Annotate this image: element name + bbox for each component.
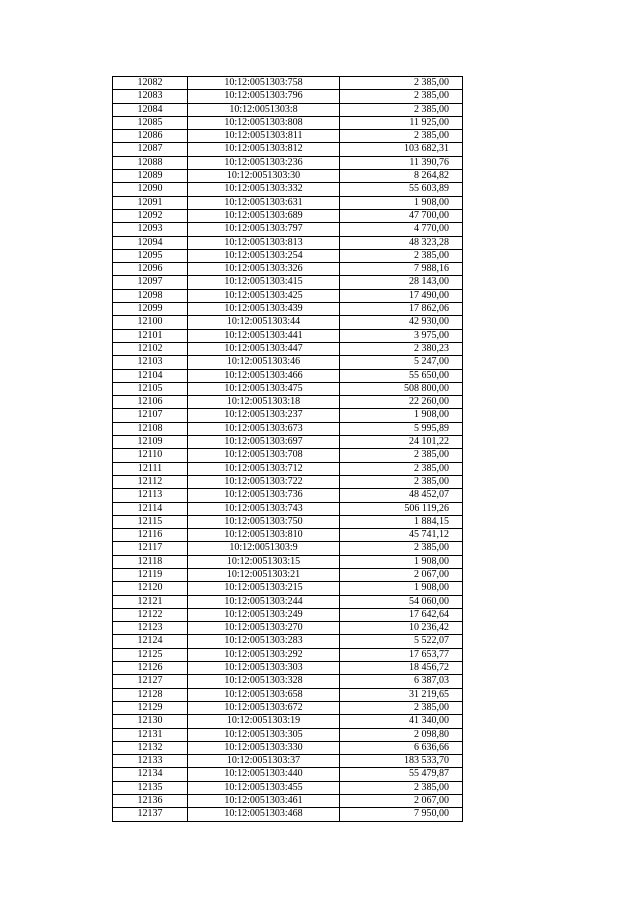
- row-number-cell: 12109: [113, 436, 188, 449]
- table-row: [113, 156, 463, 169]
- value-cell: 4 770,00: [340, 223, 463, 236]
- value-cell: 24 101,22: [340, 436, 463, 449]
- table-row: [113, 755, 463, 768]
- table-row: [113, 568, 463, 581]
- table-row: [113, 130, 463, 143]
- table-row: [113, 648, 463, 661]
- row-number-cell: 12136: [113, 795, 188, 808]
- table-row: [113, 422, 463, 435]
- value-cell: 2 385,00: [340, 449, 463, 462]
- value-cell: 11 925,00: [340, 116, 463, 129]
- cadastral-number-cell: 10:12:0051303:330: [188, 741, 340, 754]
- value-cell: 2 067,00: [340, 795, 463, 808]
- row-number-cell: 12116: [113, 529, 188, 542]
- value-cell: 2 385,00: [340, 249, 463, 262]
- row-number-cell: 12122: [113, 608, 188, 621]
- value-cell: 10 236,42: [340, 622, 463, 635]
- value-cell: 11 390,76: [340, 156, 463, 169]
- table-row: [113, 436, 463, 449]
- value-cell: 54 060,00: [340, 595, 463, 608]
- row-number-cell: 12113: [113, 489, 188, 502]
- cadastral-number-cell: 10:12:0051303:461: [188, 795, 340, 808]
- table-row: [113, 289, 463, 302]
- row-number-cell: 12096: [113, 263, 188, 276]
- cadastral-number-cell: 10:12:0051303:270: [188, 622, 340, 635]
- table-row: [113, 662, 463, 675]
- table-row: [113, 795, 463, 808]
- row-number-cell: 12127: [113, 675, 188, 688]
- row-number-cell: 12086: [113, 130, 188, 143]
- row-number-cell: 12100: [113, 316, 188, 329]
- value-cell: 48 323,28: [340, 236, 463, 249]
- cadastral-number-cell: 10:12:0051303:30: [188, 170, 340, 183]
- cadastral-number-cell: 10:12:0051303:249: [188, 608, 340, 621]
- row-number-cell: 12112: [113, 475, 188, 488]
- cadastral-number-cell: 10:12:0051303:672: [188, 701, 340, 714]
- value-cell: 5 522,07: [340, 635, 463, 648]
- row-number-cell: 12133: [113, 755, 188, 768]
- cadastral-number-cell: 10:12:0051303:722: [188, 475, 340, 488]
- cadastral-number-cell: 10:12:0051303:808: [188, 116, 340, 129]
- cadastral-number-cell: 10:12:0051303:475: [188, 382, 340, 395]
- value-cell: 2 385,00: [340, 130, 463, 143]
- row-number-cell: 12118: [113, 555, 188, 568]
- table-row: [113, 542, 463, 555]
- cadastral-number-cell: 10:12:0051303:811: [188, 130, 340, 143]
- cadastral-number-cell: 10:12:0051303:697: [188, 436, 340, 449]
- table-row: [113, 462, 463, 475]
- table-row: [113, 808, 463, 821]
- row-number-cell: 12120: [113, 582, 188, 595]
- cadastral-number-cell: 10:12:0051303:236: [188, 156, 340, 169]
- cadastral-number-cell: 10:12:0051303:326: [188, 263, 340, 276]
- value-cell: 17 642,64: [340, 608, 463, 621]
- cadastral-number-cell: 10:12:0051303:237: [188, 409, 340, 422]
- table-row: [113, 688, 463, 701]
- cadastral-number-cell: 10:12:0051303:813: [188, 236, 340, 249]
- cadastral-number-cell: 10:12:0051303:328: [188, 675, 340, 688]
- row-number-cell: 12117: [113, 542, 188, 555]
- value-cell: 2 385,00: [340, 781, 463, 794]
- value-cell: 47 700,00: [340, 209, 463, 222]
- cadastral-number-cell: 10:12:0051303:37: [188, 755, 340, 768]
- value-cell: 2 385,00: [340, 103, 463, 116]
- value-cell: 18 456,72: [340, 662, 463, 675]
- row-number-cell: 12125: [113, 648, 188, 661]
- row-number-cell: 12123: [113, 622, 188, 635]
- cadastral-number-cell: 10:12:0051303:466: [188, 369, 340, 382]
- table-row: [113, 635, 463, 648]
- cadastral-number-cell: 10:12:0051303:21: [188, 568, 340, 581]
- row-number-cell: 12108: [113, 422, 188, 435]
- row-number-cell: 12114: [113, 502, 188, 515]
- row-number-cell: 12093: [113, 223, 188, 236]
- table-row: [113, 595, 463, 608]
- cadastral-number-cell: 10:12:0051303:708: [188, 449, 340, 462]
- cadastral-number-cell: 10:12:0051303:215: [188, 582, 340, 595]
- row-number-cell: 12085: [113, 116, 188, 129]
- cadastral-number-cell: 10:12:0051303:810: [188, 529, 340, 542]
- table-row: [113, 529, 463, 542]
- value-cell: 28 143,00: [340, 276, 463, 289]
- cadastral-number-cell: 10:12:0051303:425: [188, 289, 340, 302]
- table-row: [113, 715, 463, 728]
- table-row: [113, 143, 463, 156]
- row-number-cell: 12098: [113, 289, 188, 302]
- value-cell: 183 533,70: [340, 755, 463, 768]
- table-row: [113, 170, 463, 183]
- value-cell: 42 930,00: [340, 316, 463, 329]
- cadastral-number-cell: 10:12:0051303:244: [188, 595, 340, 608]
- table-row: [113, 555, 463, 568]
- cadastral-number-cell: 10:12:0051303:797: [188, 223, 340, 236]
- value-cell: 17 490,00: [340, 289, 463, 302]
- row-number-cell: 12090: [113, 183, 188, 196]
- value-cell: 1 908,00: [340, 196, 463, 209]
- cadastral-number-cell: 10:12:0051303:689: [188, 209, 340, 222]
- value-cell: 6 387,03: [340, 675, 463, 688]
- table-row: [113, 449, 463, 462]
- row-number-cell: 12106: [113, 396, 188, 409]
- cadastral-number-cell: 10:12:0051303:441: [188, 329, 340, 342]
- cadastral-number-cell: 10:12:0051303:46: [188, 356, 340, 369]
- row-number-cell: 12102: [113, 342, 188, 355]
- table-row: [113, 77, 463, 90]
- table-row: [113, 475, 463, 488]
- value-cell: 55 603,89: [340, 183, 463, 196]
- value-cell: 2 385,00: [340, 77, 463, 90]
- cadastral-number-cell: 10:12:0051303:15: [188, 555, 340, 568]
- row-number-cell: 12137: [113, 808, 188, 821]
- value-cell: 7 988,16: [340, 263, 463, 276]
- cadastral-number-cell: 10:12:0051303:18: [188, 396, 340, 409]
- row-number-cell: 12124: [113, 635, 188, 648]
- row-number-cell: 12082: [113, 77, 188, 90]
- cadastral-number-cell: 10:12:0051303:440: [188, 768, 340, 781]
- cadastral-number-cell: 10:12:0051303:303: [188, 662, 340, 675]
- table-row: [113, 356, 463, 369]
- row-number-cell: 12128: [113, 688, 188, 701]
- table-row: [113, 183, 463, 196]
- value-cell: 41 340,00: [340, 715, 463, 728]
- table-row: [113, 701, 463, 714]
- table-row: [113, 90, 463, 103]
- value-cell: 1 908,00: [340, 555, 463, 568]
- table-row: [113, 608, 463, 621]
- row-number-cell: 12135: [113, 781, 188, 794]
- row-number-cell: 12107: [113, 409, 188, 422]
- cadastral-number-cell: 10:12:0051303:736: [188, 489, 340, 502]
- value-cell: 2 385,00: [340, 701, 463, 714]
- row-number-cell: 12083: [113, 90, 188, 103]
- value-cell: 45 741,12: [340, 529, 463, 542]
- table-row: [113, 396, 463, 409]
- value-cell: 2 098,80: [340, 728, 463, 741]
- value-cell: 1 908,00: [340, 409, 463, 422]
- table-row: [113, 249, 463, 262]
- table-row: [113, 303, 463, 316]
- value-cell: 5 247,00: [340, 356, 463, 369]
- row-number-cell: 12091: [113, 196, 188, 209]
- table-row: [113, 103, 463, 116]
- table-row: [113, 382, 463, 395]
- value-cell: 22 260,00: [340, 396, 463, 409]
- table-row: [113, 728, 463, 741]
- row-number-cell: 12104: [113, 369, 188, 382]
- table-row: [113, 741, 463, 754]
- value-cell: 31 219,65: [340, 688, 463, 701]
- cadastral-number-cell: 10:12:0051303:415: [188, 276, 340, 289]
- cadastral-number-cell: 10:12:0051303:631: [188, 196, 340, 209]
- cadastral-number-cell: 10:12:0051303:812: [188, 143, 340, 156]
- table-row: [113, 409, 463, 422]
- cadastral-number-cell: 10:12:0051303:658: [188, 688, 340, 701]
- value-cell: 1 884,15: [340, 515, 463, 528]
- cadastral-number-cell: 10:12:0051303:796: [188, 90, 340, 103]
- value-cell: 2 385,00: [340, 475, 463, 488]
- row-number-cell: 12097: [113, 276, 188, 289]
- cadastral-number-cell: 10:12:0051303:19: [188, 715, 340, 728]
- value-cell: 55 479,87: [340, 768, 463, 781]
- value-cell: 7 950,00: [340, 808, 463, 821]
- table-row: [113, 622, 463, 635]
- value-cell: 506 119,26: [340, 502, 463, 515]
- table-row: [113, 675, 463, 688]
- cadastral-number-cell: 10:12:0051303:750: [188, 515, 340, 528]
- table-row: [113, 781, 463, 794]
- row-number-cell: 12131: [113, 728, 188, 741]
- row-number-cell: 12084: [113, 103, 188, 116]
- value-cell: 5 995,89: [340, 422, 463, 435]
- value-cell: 2 385,00: [340, 462, 463, 475]
- value-cell: 2 385,00: [340, 90, 463, 103]
- cadastral-number-cell: 10:12:0051303:758: [188, 77, 340, 90]
- table-row: [113, 276, 463, 289]
- value-cell: 103 682,31: [340, 143, 463, 156]
- table-row: [113, 223, 463, 236]
- row-number-cell: 12105: [113, 382, 188, 395]
- value-cell: 3 975,00: [340, 329, 463, 342]
- row-number-cell: 12103: [113, 356, 188, 369]
- cadastral-number-cell: 10:12:0051303:9: [188, 542, 340, 555]
- table-row: [113, 768, 463, 781]
- table-row: [113, 329, 463, 342]
- cadastral-number-cell: 10:12:0051303:468: [188, 808, 340, 821]
- cadastral-number-cell: 10:12:0051303:305: [188, 728, 340, 741]
- value-cell: 1 908,00: [340, 582, 463, 595]
- row-number-cell: 12094: [113, 236, 188, 249]
- value-cell: 17 653,77: [340, 648, 463, 661]
- table-row: [113, 369, 463, 382]
- table-row: [113, 316, 463, 329]
- row-number-cell: 12115: [113, 515, 188, 528]
- row-number-cell: 12129: [113, 701, 188, 714]
- cadastral-value-table: [112, 76, 463, 822]
- cadastral-number-cell: 10:12:0051303:712: [188, 462, 340, 475]
- cadastral-number-cell: 10:12:0051303:292: [188, 648, 340, 661]
- table-row: [113, 263, 463, 276]
- cadastral-number-cell: 10:12:0051303:455: [188, 781, 340, 794]
- row-number-cell: 12092: [113, 209, 188, 222]
- row-number-cell: 12110: [113, 449, 188, 462]
- value-cell: 8 264,82: [340, 170, 463, 183]
- value-cell: 6 636,66: [340, 741, 463, 754]
- cadastral-number-cell: 10:12:0051303:447: [188, 342, 340, 355]
- table-row: [113, 502, 463, 515]
- row-number-cell: 12095: [113, 249, 188, 262]
- value-cell: 48 452,07: [340, 489, 463, 502]
- row-number-cell: 12119: [113, 568, 188, 581]
- table-row: [113, 209, 463, 222]
- cadastral-number-cell: 10:12:0051303:44: [188, 316, 340, 329]
- cadastral-number-cell: 10:12:0051303:743: [188, 502, 340, 515]
- row-number-cell: 12126: [113, 662, 188, 675]
- table-row: [113, 582, 463, 595]
- table-row: [113, 515, 463, 528]
- value-cell: 17 862,06: [340, 303, 463, 316]
- value-cell: 2 067,00: [340, 568, 463, 581]
- value-cell: 55 650,00: [340, 369, 463, 382]
- row-number-cell: 12099: [113, 303, 188, 316]
- table-row: [113, 236, 463, 249]
- row-number-cell: 12132: [113, 741, 188, 754]
- row-number-cell: 12101: [113, 329, 188, 342]
- row-number-cell: 12111: [113, 462, 188, 475]
- table-body: [113, 77, 463, 822]
- value-cell: 2 385,00: [340, 542, 463, 555]
- row-number-cell: 12089: [113, 170, 188, 183]
- row-number-cell: 12130: [113, 715, 188, 728]
- cadastral-number-cell: 10:12:0051303:439: [188, 303, 340, 316]
- row-number-cell: 12088: [113, 156, 188, 169]
- value-cell: 508 800,00: [340, 382, 463, 395]
- table-row: [113, 342, 463, 355]
- cadastral-number-cell: 10:12:0051303:8: [188, 103, 340, 116]
- row-number-cell: 12134: [113, 768, 188, 781]
- table-row: [113, 489, 463, 502]
- cadastral-number-cell: 10:12:0051303:332: [188, 183, 340, 196]
- cadastral-number-cell: 10:12:0051303:283: [188, 635, 340, 648]
- table-row: [113, 116, 463, 129]
- cadastral-number-cell: 10:12:0051303:254: [188, 249, 340, 262]
- row-number-cell: 12121: [113, 595, 188, 608]
- value-cell: 2 380,23: [340, 342, 463, 355]
- cadastral-number-cell: 10:12:0051303:673: [188, 422, 340, 435]
- row-number-cell: 12087: [113, 143, 188, 156]
- table-row: [113, 196, 463, 209]
